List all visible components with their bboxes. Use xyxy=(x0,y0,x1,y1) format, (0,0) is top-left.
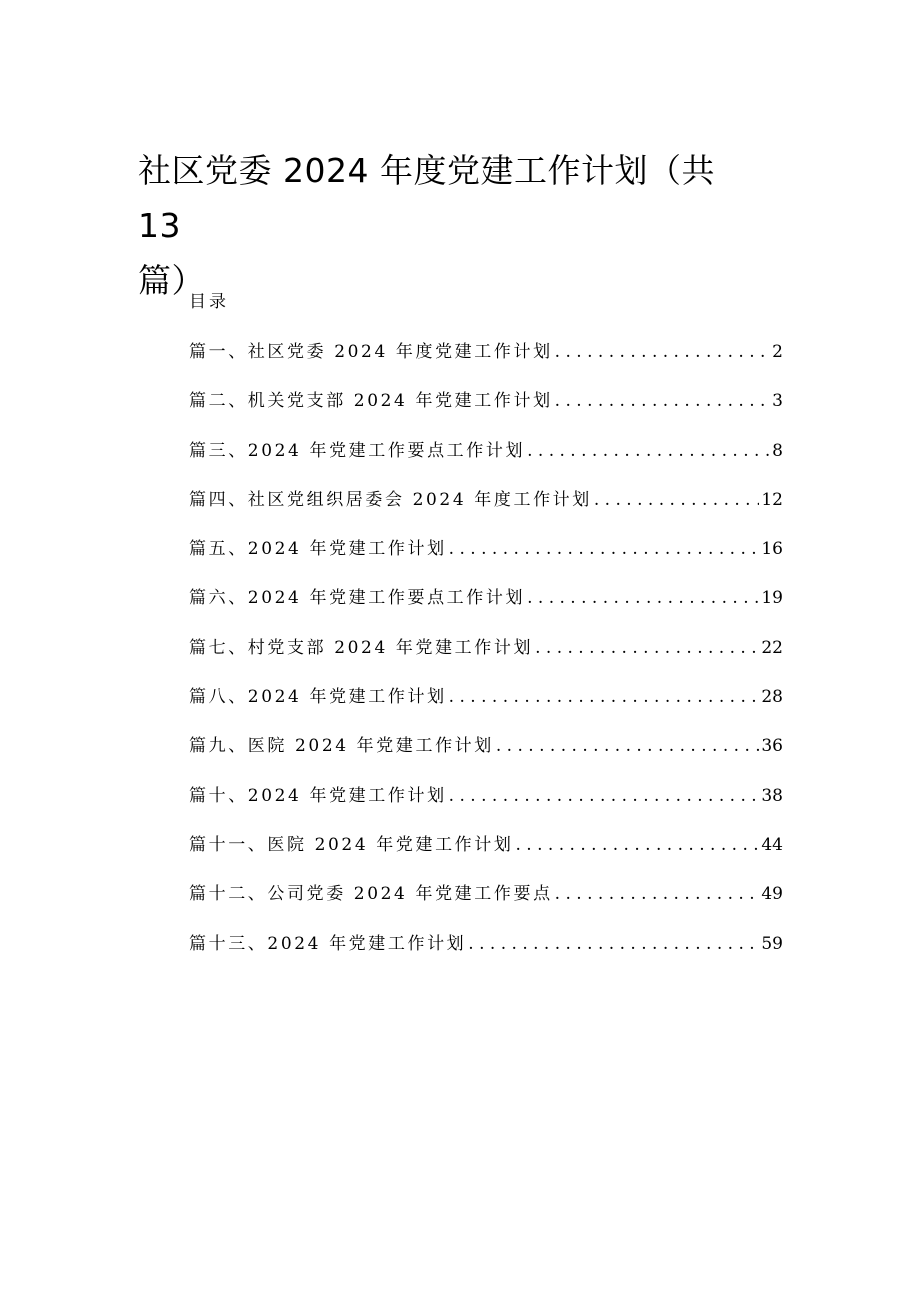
toc-entry-label: 篇二、机关党支部 2024 年党建工作计划 xyxy=(189,391,553,412)
toc-entry-label: 篇一、社区党委 2024 年度党建工作计划 xyxy=(189,342,553,362)
toc-heading: 目录 xyxy=(189,292,229,312)
toc-entry-label: 篇七、村党支部 2024 年党建工作计划 xyxy=(189,637,534,658)
toc-entry[interactable] xyxy=(189,388,783,437)
table-of-contents xyxy=(189,339,783,980)
toc-entry-page: 22 xyxy=(761,637,783,658)
toc-dot-leader xyxy=(555,388,771,414)
toc-dot-leader xyxy=(527,585,759,611)
toc-dot-leader xyxy=(468,931,759,957)
toc-dot-leader xyxy=(555,881,760,907)
toc-dot-leader xyxy=(496,733,759,759)
toc-entry-label: 篇九、医院 2024 年党建工作计划 xyxy=(189,736,494,757)
toc-entry-label: 篇五、2024 年党建工作计划 xyxy=(189,539,447,560)
document-title-line-2: 篇） xyxy=(138,261,205,300)
toc-entry[interactable] xyxy=(189,585,783,634)
toc-entry[interactable] xyxy=(189,733,783,782)
toc-entry-label: 篇十三、2024 年党建工作计划 xyxy=(189,933,467,954)
toc-entry-page: 44 xyxy=(761,834,783,855)
toc-dot-leader xyxy=(594,487,759,513)
toc-entry-page: 36 xyxy=(761,736,783,757)
toc-entry-page: 8 xyxy=(772,440,783,461)
toc-dot-leader xyxy=(555,339,771,365)
toc-entry-label: 篇三、2024 年党建工作要点工作计划 xyxy=(189,440,526,461)
document-title-line-1: 社区党委 2024 年度党建工作计划（共 13 xyxy=(138,151,715,245)
toc-entry-page: 16 xyxy=(761,539,783,560)
toc-entry[interactable] xyxy=(189,783,783,832)
toc-entry-page: 3 xyxy=(772,391,783,412)
toc-dot-leader xyxy=(527,438,770,464)
toc-dot-leader xyxy=(515,832,759,858)
toc-dot-leader xyxy=(449,783,760,809)
toc-entry-label: 篇十、2024 年党建工作计划 xyxy=(189,785,447,806)
toc-entry[interactable] xyxy=(189,931,783,980)
toc-entry-label: 篇六、2024 年党建工作要点工作计划 xyxy=(189,588,526,609)
toc-entry[interactable] xyxy=(189,487,783,536)
toc-entry-page: 38 xyxy=(761,785,783,806)
toc-entry[interactable] xyxy=(189,339,783,388)
toc-entry-label: 篇十二、公司党委 2024 年党建工作要点 xyxy=(189,884,553,905)
toc-entry[interactable] xyxy=(189,438,783,487)
toc-entry[interactable] xyxy=(189,881,783,930)
toc-dot-leader xyxy=(535,635,759,661)
toc-entry-page: 49 xyxy=(761,884,783,905)
toc-entry[interactable] xyxy=(189,635,783,684)
document-title xyxy=(138,143,738,308)
toc-entry-label: 篇十一、医院 2024 年党建工作计划 xyxy=(189,834,514,855)
toc-entry-label: 篇四、社区党组织居委会 2024 年度工作计划 xyxy=(189,489,592,510)
toc-entry-label: 篇八、2024 年党建工作计划 xyxy=(189,687,447,708)
toc-entry-page: 28 xyxy=(761,687,783,708)
toc-dot-leader xyxy=(449,684,760,710)
toc-entry-page: 59 xyxy=(761,933,783,954)
toc-entry-page: 19 xyxy=(761,588,783,609)
toc-dot-leader xyxy=(449,536,760,562)
toc-entry[interactable] xyxy=(189,536,783,585)
toc-entry[interactable] xyxy=(189,684,783,733)
toc-entry[interactable] xyxy=(189,832,783,881)
toc-entry-page: 2 xyxy=(772,342,783,362)
toc-entry-page: 12 xyxy=(761,489,783,510)
